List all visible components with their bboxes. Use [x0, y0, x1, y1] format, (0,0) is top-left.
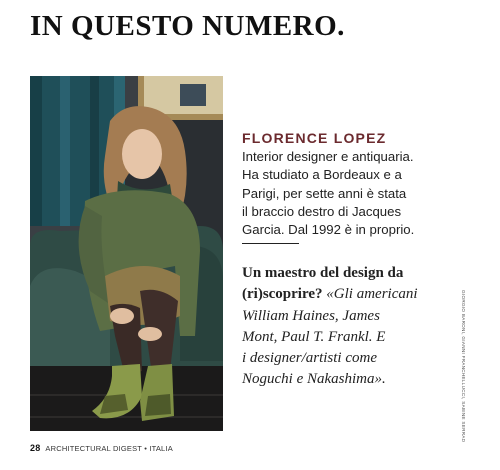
bio-line: Ha studiato a Bordeaux e a	[242, 167, 402, 183]
page-footer	[30, 443, 173, 453]
bio-line: Parigi, per sette anni è stata	[242, 185, 407, 201]
quote-block	[242, 263, 442, 391]
quote-line: Mont, Paul T. Frankl. E	[242, 328, 386, 345]
page-number: 28	[30, 443, 41, 453]
quote-line: i designer/artisti come	[242, 350, 377, 367]
section-heading: IN QUESTO NUMERO.	[30, 10, 345, 42]
portrait-illustration	[30, 76, 223, 431]
photo-credit: GIORGIO BARONI, GIANNI FRANCHELLUCCI, SABINE SERRAD	[461, 290, 466, 443]
publication-name: ARCHITECTURAL DIGEST • ITALIA	[45, 444, 173, 453]
profile-bio	[242, 148, 442, 239]
quote-line: (ri)scoprire? «Gli americani	[242, 286, 418, 303]
quote-line: William Haines, James	[242, 307, 380, 324]
portrait-photo	[30, 76, 223, 431]
bio-line: il braccio destro di Jacques	[242, 203, 402, 219]
profile-name: FLORENCE LOPEZ	[242, 130, 387, 146]
quote-line: Noguchi e Nakashima».	[242, 371, 386, 388]
bio-line: Garcia. Dal 1992 è in proprio.	[242, 222, 415, 238]
bio-line: Interior designer e antiquaria.	[242, 149, 414, 164]
divider-rule	[242, 243, 299, 244]
quote-line: Un maestro del design da	[242, 265, 404, 281]
